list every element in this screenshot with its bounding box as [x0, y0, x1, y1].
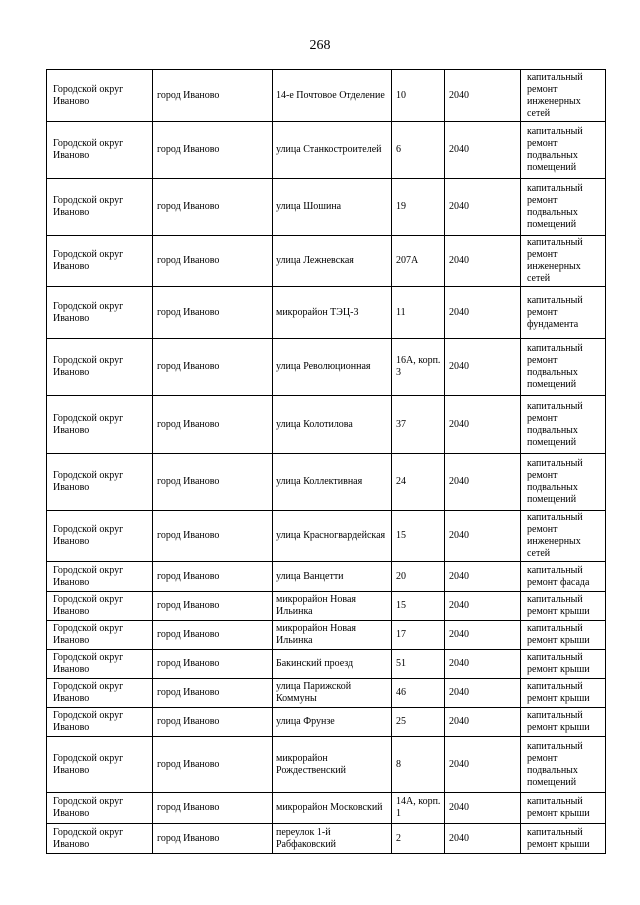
cell-street: улица Лежневская	[273, 236, 392, 287]
cell-year: 2040	[445, 122, 521, 179]
cell-city: город Иваново	[153, 708, 273, 737]
cell-district: Городской округ Иваново	[47, 339, 153, 396]
cell-street: 14-е Почтовое Отделение	[273, 70, 392, 122]
cell-work-type: капитальный ремонт крыши	[521, 592, 606, 621]
cell-work-type: капитальный ремонт подвальных помещений	[521, 339, 606, 396]
cell-street: улица Коллективная	[273, 454, 392, 511]
cell-city: город Иваново	[153, 679, 273, 708]
cell-street: Бакинский проезд	[273, 650, 392, 679]
cell-city: город Иваново	[153, 511, 273, 562]
cell-house: 46	[392, 679, 445, 708]
cell-house: 2	[392, 824, 445, 854]
cell-work-type: капитальный ремонт инженерных сетей	[521, 511, 606, 562]
cell-house: 16А, корп. 3	[392, 339, 445, 396]
cell-work-type: капитальный ремонт фундамента	[521, 287, 606, 339]
cell-district: Городской округ Иваново	[47, 708, 153, 737]
cell-city: город Иваново	[153, 70, 273, 122]
cell-street: улица Ванцетти	[273, 562, 392, 592]
cell-house: 11	[392, 287, 445, 339]
table-row	[47, 339, 606, 396]
cell-street: улица Шошина	[273, 179, 392, 236]
table-row	[47, 396, 606, 454]
cell-district: Городской округ Иваново	[47, 824, 153, 854]
cell-house: 14А, корп. 1	[392, 793, 445, 824]
cell-work-type: капитальный ремонт крыши	[521, 621, 606, 650]
cell-district: Городской округ Иваново	[47, 562, 153, 592]
cell-house: 15	[392, 511, 445, 562]
cell-year: 2040	[445, 339, 521, 396]
cell-district: Городской округ Иваново	[47, 793, 153, 824]
table-row	[47, 621, 606, 650]
cell-district: Городской округ Иваново	[47, 454, 153, 511]
cell-district: Городской округ Иваново	[47, 236, 153, 287]
cell-city: город Иваново	[153, 454, 273, 511]
cell-city: город Иваново	[153, 562, 273, 592]
cell-year: 2040	[445, 511, 521, 562]
cell-city: город Иваново	[153, 287, 273, 339]
cell-house: 37	[392, 396, 445, 454]
cell-city: город Иваново	[153, 824, 273, 854]
cell-city: город Иваново	[153, 592, 273, 621]
cell-year: 2040	[445, 454, 521, 511]
cell-house: 8	[392, 737, 445, 793]
cell-work-type: капитальный ремонт подвальных помещений	[521, 454, 606, 511]
cell-work-type: капитальный ремонт подвальных помещений	[521, 122, 606, 179]
cell-city: город Иваново	[153, 396, 273, 454]
table-row	[47, 650, 606, 679]
cell-street: улица Фрунзе	[273, 708, 392, 737]
table-row	[47, 454, 606, 511]
cell-work-type: капитальный ремонт подвальных помещений	[521, 396, 606, 454]
cell-street: улица Станкостроителей	[273, 122, 392, 179]
cell-street: микрорайон Московский	[273, 793, 392, 824]
cell-district: Городской округ Иваново	[47, 592, 153, 621]
cell-year: 2040	[445, 708, 521, 737]
cell-city: город Иваново	[153, 236, 273, 287]
cell-work-type: капитальный ремонт фасада	[521, 562, 606, 592]
cell-district: Городской округ Иваново	[47, 511, 153, 562]
cell-street: микрорайон Новая Ильинка	[273, 592, 392, 621]
cell-year: 2040	[445, 396, 521, 454]
cell-district: Городской округ Иваново	[47, 287, 153, 339]
cell-work-type: капитальный ремонт подвальных помещений	[521, 179, 606, 236]
table-row	[47, 511, 606, 562]
cell-house: 24	[392, 454, 445, 511]
cell-year: 2040	[445, 824, 521, 854]
cell-house: 15	[392, 592, 445, 621]
cell-district: Городской округ Иваново	[47, 650, 153, 679]
cell-city: город Иваново	[153, 339, 273, 396]
housing-repair-table	[46, 69, 606, 854]
table-row	[47, 592, 606, 621]
cell-work-type: капитальный ремонт крыши	[521, 793, 606, 824]
cell-year: 2040	[445, 621, 521, 650]
cell-street: улица Революционная	[273, 339, 392, 396]
cell-work-type: капитальный ремонт инженерных сетей	[521, 236, 606, 287]
table-row	[47, 824, 606, 854]
cell-street: улица Парижской Коммуны	[273, 679, 392, 708]
cell-district: Городской округ Иваново	[47, 621, 153, 650]
cell-year: 2040	[445, 287, 521, 339]
cell-year: 2040	[445, 737, 521, 793]
table-row	[47, 793, 606, 824]
cell-house: 10	[392, 70, 445, 122]
table-row	[47, 287, 606, 339]
cell-work-type: капитальный ремонт крыши	[521, 650, 606, 679]
cell-work-type: капитальный ремонт подвальных помещений	[521, 737, 606, 793]
cell-street: микрорайон Новая Ильинка	[273, 621, 392, 650]
cell-year: 2040	[445, 70, 521, 122]
table-row	[47, 679, 606, 708]
cell-district: Городской округ Иваново	[47, 396, 153, 454]
table-row	[47, 737, 606, 793]
cell-district: Городской округ Иваново	[47, 70, 153, 122]
cell-street: микрорайон ТЭЦ-3	[273, 287, 392, 339]
cell-city: город Иваново	[153, 737, 273, 793]
cell-house: 207А	[392, 236, 445, 287]
table-row	[47, 179, 606, 236]
cell-year: 2040	[445, 793, 521, 824]
table-row	[47, 236, 606, 287]
table-row	[47, 122, 606, 179]
cell-work-type: капитальный ремонт инженерных сетей	[521, 70, 606, 122]
table-row	[47, 562, 606, 592]
cell-work-type: капитальный ремонт крыши	[521, 708, 606, 737]
table-row	[47, 70, 606, 122]
cell-house: 6	[392, 122, 445, 179]
cell-city: город Иваново	[153, 650, 273, 679]
cell-district: Городской округ Иваново	[47, 179, 153, 236]
cell-year: 2040	[445, 179, 521, 236]
cell-street: переулок 1-й Рабфаковский	[273, 824, 392, 854]
cell-street: микрорайон Рождественский	[273, 737, 392, 793]
cell-year: 2040	[445, 650, 521, 679]
cell-street: улица Колотилова	[273, 396, 392, 454]
cell-work-type: капитальный ремонт крыши	[521, 679, 606, 708]
cell-district: Городской округ Иваново	[47, 737, 153, 793]
table-row	[47, 708, 606, 737]
cell-house: 19	[392, 179, 445, 236]
cell-district: Городской округ Иваново	[47, 122, 153, 179]
cell-street: улица Красногвардейская	[273, 511, 392, 562]
cell-year: 2040	[445, 236, 521, 287]
cell-city: город Иваново	[153, 179, 273, 236]
cell-house: 20	[392, 562, 445, 592]
cell-district: Городской округ Иваново	[47, 679, 153, 708]
cell-house: 25	[392, 708, 445, 737]
cell-year: 2040	[445, 562, 521, 592]
page-number: 268	[309, 38, 331, 53]
cell-house: 51	[392, 650, 445, 679]
cell-year: 2040	[445, 592, 521, 621]
cell-year: 2040	[445, 679, 521, 708]
cell-city: город Иваново	[153, 793, 273, 824]
cell-work-type: капитальный ремонт крыши	[521, 824, 606, 854]
cell-city: город Иваново	[153, 122, 273, 179]
cell-city: город Иваново	[153, 621, 273, 650]
cell-house: 17	[392, 621, 445, 650]
